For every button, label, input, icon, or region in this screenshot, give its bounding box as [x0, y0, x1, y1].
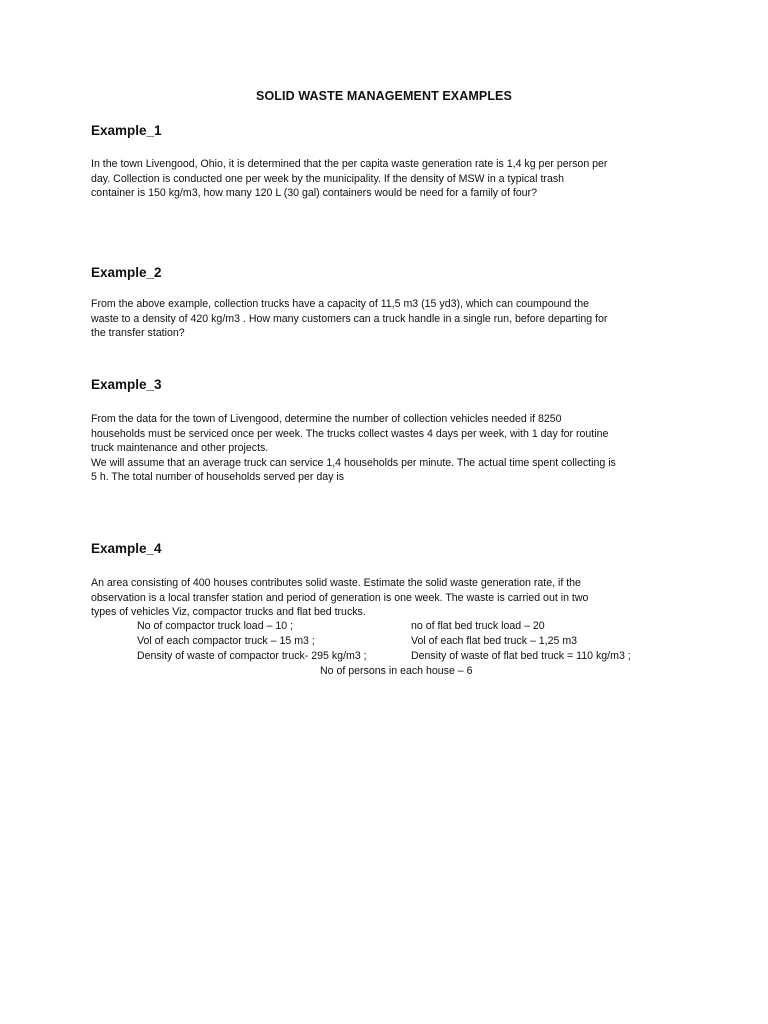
- example-3-text: [91, 412, 691, 485]
- text-line: An area consisting of 400 houses contributes solid waste. Estimate the solid waste generation rate, if the: [91, 577, 581, 589]
- example-1-heading: Example_1: [91, 123, 162, 138]
- example-2-text: [91, 297, 691, 341]
- example-4-heading: Example_4: [91, 541, 162, 556]
- text-line: types of vehicles Viz, compactor trucks and flat bed trucks.: [91, 606, 366, 619]
- text-line: households must be serviced once per week. The trucks collect wastes 4 days per week, with 1 day for routine: [91, 427, 609, 440]
- text-line: We will assume that an average truck can service 1,4 households per minute. The actual time spent collecting is: [91, 456, 616, 469]
- example-3-heading: Example_3: [91, 377, 162, 392]
- text-line: From the above example, collection trucks have a capacity of 11,5 m3 (15 yd3), which can coumpound the: [91, 298, 589, 310]
- text-line: From the data for the town of Livengood, determine the number of collection vehicles needed if 8250: [91, 413, 562, 425]
- document-title: SOLID WASTE MANAGEMENT EXAMPLES: [256, 89, 512, 103]
- compactor-density-row: Density of waste of compactor truck- 295 kg/m3 ;: [137, 650, 367, 662]
- flatbed-density-row: Density of waste of flat bed truck = 110 kg/m3 ;: [411, 650, 631, 662]
- text-line: day. Collection is conducted one per week by the municipality. If the density of MSW in a typical trash: [91, 172, 565, 185]
- text-line: the transfer station?: [91, 327, 185, 340]
- flatbed-volume-row: Vol of each flat bed truck – 1,25 m3: [411, 635, 578, 647]
- example-4-text: [91, 576, 691, 620]
- example-2-heading: Example_2: [91, 265, 162, 280]
- compactor-volume-row: Vol of each compactor truck – 15 m3 ;: [137, 635, 315, 647]
- text-line: 5 h. The total number of households served per day is: [91, 471, 345, 484]
- text-line: truck maintenance and other projects.: [91, 442, 269, 455]
- persons-per-house-row: No of persons in each house – 6: [320, 665, 473, 677]
- text-line: waste to a density of 420 kg/m3 . How many customers can a truck handle in a single run, before departing for: [91, 312, 608, 325]
- compactor-load-row: No of compactor truck load – 10 ;: [137, 620, 294, 632]
- example-1-text: [91, 157, 691, 201]
- text-line: In the town Livengood, Ohio, it is determined that the per capita waste generation rate is 1,4 kg per person per: [91, 158, 608, 170]
- text-line: observation is a local transfer station and period of generation is one week. The waste is carried out in two: [91, 591, 589, 604]
- flatbed-load-row: no of flat bed truck load – 20: [411, 620, 545, 632]
- text-line: container is 150 kg/m3, how many 120 L (30 gal) containers would be need for a family of four?: [91, 187, 537, 200]
